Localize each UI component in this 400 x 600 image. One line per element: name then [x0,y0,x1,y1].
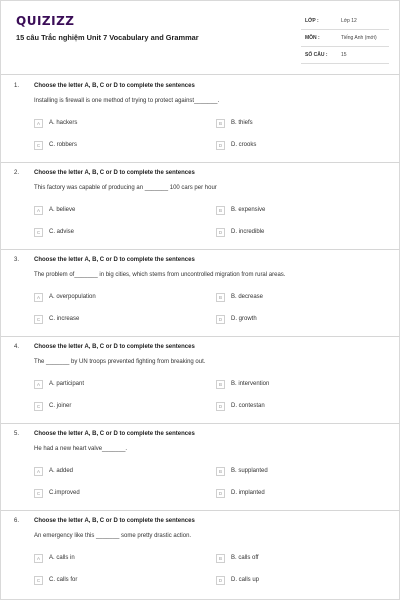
question-text: The _______ by UN troops prevented fighting from breaking out. [34,359,206,365]
option-text: B. decrease [231,294,264,300]
option-letter-box: A [34,554,43,563]
option-letter-box: B [216,380,225,389]
option-text: A. overpopulation [49,294,96,300]
meta-table [301,13,389,64]
option-text: C. advise [49,229,75,235]
question-text: He had a new heart valve_______. [34,446,128,452]
option-letter-box: D [216,315,225,324]
option-text: B. calls off [231,555,259,561]
meta-label: LỚP : [305,18,319,24]
question-text: An emergency like this _______ some pretty drastic action. [34,533,192,539]
worksheet-header [1,1,400,75]
option-letter-box: D [216,141,225,150]
question-text: Installing is firewall is one method of trying to protect against_______. [34,98,220,104]
question-number: 5. [14,431,20,437]
question-number: 2. [14,170,20,176]
option-text: C. joiner [49,403,72,409]
meta-row-subject [301,30,389,47]
option-letter-box: A [34,293,43,302]
question-5 [1,424,400,511]
question-number: 3. [14,257,20,263]
option-text: A. believe [49,207,76,213]
question-instruction: Choose the letter A, B, C or D to complete the sentences [34,83,195,89]
option-text: D. incredible [231,229,265,235]
question-instruction: Choose the letter A, B, C or D to complete the sentences [34,518,195,524]
option-text: B. intervention [231,381,270,387]
option-letter-box: A [34,467,43,476]
question-2 [1,163,400,250]
question-instruction: Choose the letter A, B, C or D to complete the sentences [34,257,195,263]
question-6 [1,511,400,598]
meta-row-class [301,13,389,30]
worksheet-title: 15 câu Trắc nghiệm Unit 7 Vocabulary and Grammar [16,33,199,42]
option-letter-box: B [216,554,225,563]
question-instruction: Choose the letter A, B, C or D to complete the sentences [34,344,195,350]
option-text: A. added [49,468,74,474]
question-text: The problem of_______ in big cities, which stems from uncontrolled migration from rural areas. [34,272,286,278]
option-text: B. supplanted [231,468,268,474]
option-letter-box: D [216,228,225,237]
question-number: 1. [14,83,20,89]
meta-value: Tiếng Anh (mới) [341,35,377,41]
meta-label: MÔN : [305,35,320,41]
option-text: B. expensive [231,207,266,213]
option-text: C. increase [49,316,80,322]
option-letter-box: B [216,206,225,215]
option-letter-box: D [216,402,225,411]
question-4 [1,337,400,424]
option-letter-box: A [34,380,43,389]
option-letter-box: C [34,228,43,237]
option-letter-box: D [216,576,225,585]
option-text: A. hackers [49,120,78,126]
option-letter-box: B [216,293,225,302]
option-letter-box: C [34,489,43,498]
option-letter-box: B [216,467,225,476]
option-text: C. robbers [49,142,78,148]
question-instruction: Choose the letter A, B, C or D to complete the sentences [34,431,195,437]
option-letter-box: C [34,576,43,585]
option-letter-box: C [34,141,43,150]
question-number: 4. [14,344,20,350]
option-letter-box: B [216,119,225,128]
option-text: C.improved [49,490,80,496]
option-letter-box: A [34,119,43,128]
option-letter-box: D [216,489,225,498]
option-text: D. contestan [231,403,265,409]
option-letter-box: C [34,315,43,324]
option-text: D. growth [231,316,257,322]
option-text: D. crooks [231,142,257,148]
question-3 [1,250,400,337]
quizizz-logo: QUIZIZZ [16,14,75,28]
option-letter-box: A [34,206,43,215]
meta-value: Lớp 12 [341,18,357,24]
question-text: This factory was capable of producing an _______ 100 cars per hour [34,185,217,191]
option-text: A. calls in [49,555,75,561]
meta-label: SỐ CÂU : [305,52,328,58]
option-text: D. calls up [231,577,260,583]
question-number: 6. [14,518,20,524]
option-text: C. calls for [49,577,78,583]
meta-value: 15 [341,52,347,58]
option-text: A. participant [49,381,85,387]
option-text: B. thiefs [231,120,253,126]
question-1 [1,76,400,163]
question-instruction: Choose the letter A, B, C or D to complete the sentences [34,170,195,176]
option-letter-box: C [34,402,43,411]
option-text: D. implanted [231,490,265,496]
meta-row-count [301,47,389,64]
